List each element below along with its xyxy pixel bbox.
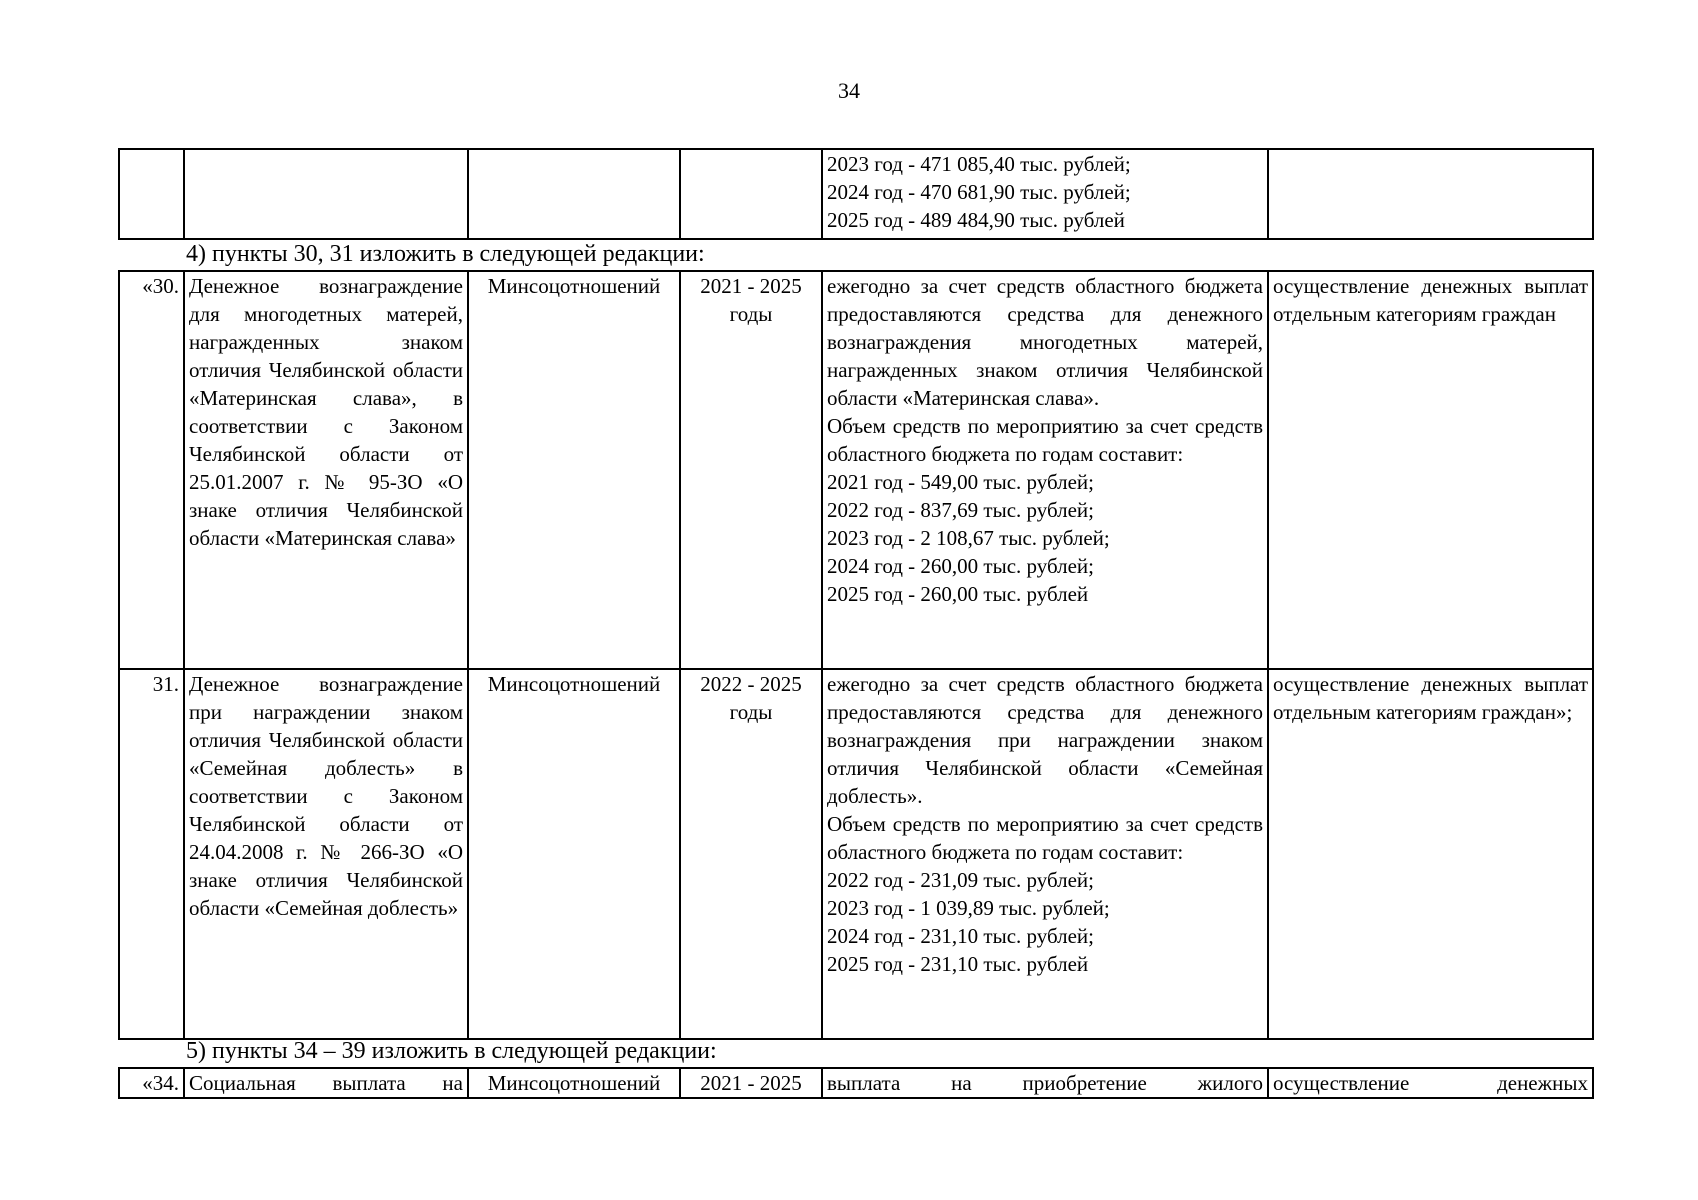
amount-line: 2023 год - 1 039,89 тыс. рублей; (827, 896, 1110, 920)
amount-line: 2021 год - 549,00 тыс. рублей; (827, 470, 1095, 494)
row-number: «34. (119, 1068, 184, 1098)
description-text: ежегодно за счет средств областного бюджета предоставляются средства для денежного вознаграждения многодетных матерей, награжденных знаком отличия Челябинской области «Материнская слава». (827, 274, 1263, 410)
cell-executor (468, 149, 680, 239)
funding-description (822, 669, 1268, 1039)
expected-result: осуществление денежных выплат отдельным категориям граждан (1268, 271, 1593, 669)
measure-name: Денежное вознаграждение для многодетных матерей, награжденных знаком отличия Челябинской области «Материнская слава», в соответствии с Законом Челябинской области от 25.01.2007 г. № 95-ЗО «О знаке отличия Челябинской области «Материнская слава» (184, 271, 468, 669)
measures-table (118, 270, 1594, 1040)
cell-name (184, 149, 468, 239)
executor: Минсоцотношений (468, 271, 680, 669)
next-table-start (118, 1067, 1594, 1099)
funding-description: выплата на приобретение жилого (822, 1068, 1268, 1098)
volume-intro: Объем средств по мероприятию за счет средств областного бюджета по годам составит: (827, 414, 1263, 466)
period: 2021 - 2025 годы (680, 271, 822, 669)
description-text: ежегодно за счет средств областного бюджета предоставляются средства для денежного вознаграждения при награждении знаком отличия Челябинской области «Семейная доблесть». (827, 672, 1263, 808)
measure-name: Социальная выплата на (184, 1068, 468, 1098)
row-number: «30. (119, 271, 184, 669)
amount-line: 2022 год - 231,09 тыс. рублей; (827, 868, 1095, 892)
amount-line: 2023 год - 471 085,40 тыс. рублей; (827, 152, 1131, 176)
amount-line: 2025 год - 260,00 тыс. рублей (827, 582, 1089, 606)
previous-table-continuation (118, 148, 1594, 240)
amount-line: 2024 год - 260,00 тыс. рублей; (827, 554, 1095, 578)
table-row (119, 669, 1593, 1039)
cell-num (119, 149, 184, 239)
executor: Минсоцотношений (468, 669, 680, 1039)
amount-line: 2025 год - 489 484,90 тыс. рублей (827, 208, 1125, 232)
section-heading-4: 4) пункты 30, 31 изложить в следующей редакции: (186, 241, 705, 267)
volume-intro: Объем средств по мероприятию за счет средств областного бюджета по годам составит: (827, 812, 1263, 864)
period: 2021 - 2025 (680, 1068, 822, 1098)
amount-line: 2024 год - 231,10 тыс. рублей; (827, 924, 1095, 948)
period: 2022 - 2025 годы (680, 669, 822, 1039)
cell-result (1268, 149, 1593, 239)
amount-line: 2024 год - 470 681,90 тыс. рублей; (827, 180, 1131, 204)
cell-amounts (822, 149, 1268, 239)
executor: Минсоцотношений (468, 1068, 680, 1098)
table-row (119, 271, 1593, 669)
amount-line: 2022 год - 837,69 тыс. рублей; (827, 498, 1095, 522)
measure-name: Денежное вознаграждение при награждении знаком отличия Челябинской области «Семейная доблесть» в соответствии с Законом Челябинской области от 24.04.2008 г. № 266-ЗО «О знаке отличия Челябинской области «Семейная доблесть» (184, 669, 468, 1039)
funding-description (822, 271, 1268, 669)
page-number: 34 (838, 78, 860, 103)
expected-result: осуществление денежных выплат отдельным категориям граждан»; (1268, 669, 1593, 1039)
expected-result: осуществление денежных (1268, 1068, 1593, 1098)
table-row (119, 1068, 1593, 1098)
section-heading-5: 5) пункты 34 – 39 изложить в следующей редакции: (186, 1038, 717, 1064)
row-number: 31. (119, 669, 184, 1039)
amount-line: 2025 год - 231,10 тыс. рублей (827, 952, 1089, 976)
cell-period (680, 149, 822, 239)
amount-line: 2023 год - 2 108,67 тыс. рублей; (827, 526, 1110, 550)
